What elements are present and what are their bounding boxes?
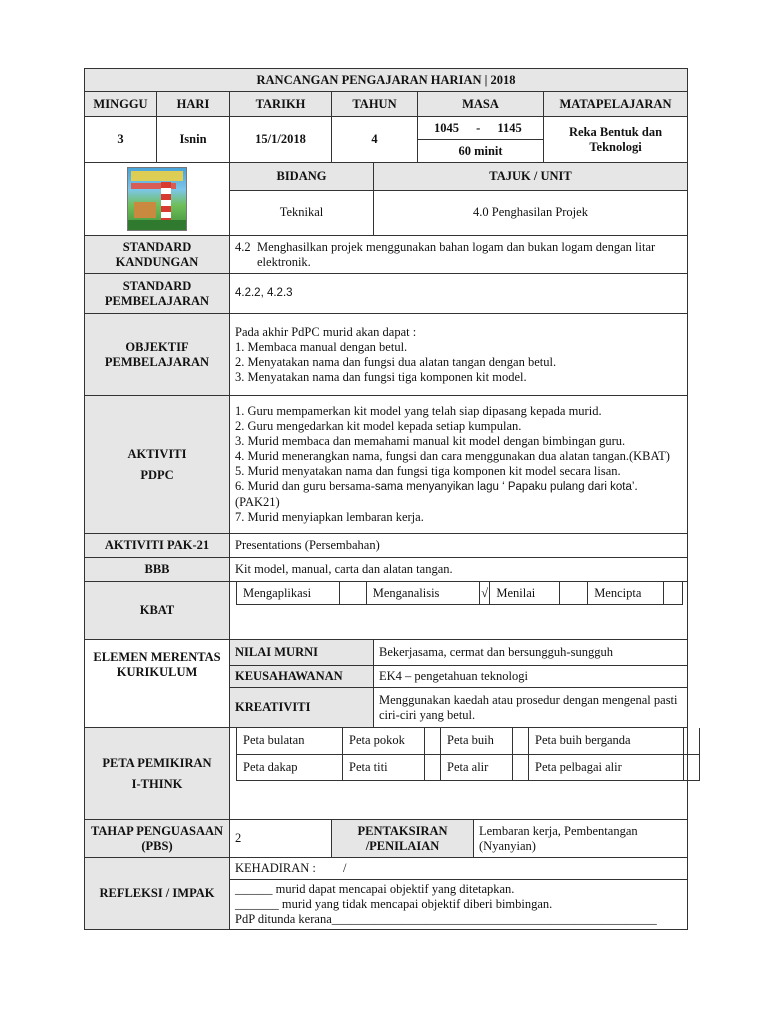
aktiviti-label bbox=[85, 396, 230, 534]
masa-start: 1045 bbox=[434, 120, 459, 135]
nilai-murni-label: NILAI MURNI bbox=[230, 640, 374, 666]
kehadiran-row bbox=[230, 858, 688, 880]
objektif-label: OBJEKTIF PEMBELAJARAN bbox=[85, 314, 230, 396]
objektif-line: 3. Menyatakan nama dan fungsi tiga komponen kit model. bbox=[235, 369, 527, 384]
kbat-options bbox=[236, 582, 683, 605]
ithink-peta-titi: Peta titi bbox=[343, 754, 425, 780]
tarikh-header: TARIKH bbox=[230, 92, 332, 117]
aktiviti-value bbox=[230, 396, 688, 534]
pak21-value: Presentations (Persembahan) bbox=[230, 534, 688, 558]
refleksi-line-2: _______ murid yang tidak mencapai objektif diberi bimbingan. bbox=[235, 897, 553, 911]
minggu-value: 3 bbox=[85, 117, 157, 163]
nilai-murni-value: Bekerjasama, cermat dan bersungguh-sungguh bbox=[374, 640, 688, 666]
kreativiti-label: KREATIVITI bbox=[230, 688, 374, 728]
lesson-plan-document bbox=[84, 68, 687, 930]
ithink-peta-bulatan: Peta bulatan bbox=[237, 728, 343, 754]
kbat-box bbox=[664, 582, 683, 605]
kreativiti-value: Menggunakan kaedah atau prosedur dengan mengenal pasti ciri-ciri yang betul. bbox=[374, 688, 688, 728]
ithink-box bbox=[425, 754, 441, 780]
kbat-mengaplikasi: Mengaplikasi bbox=[237, 582, 340, 605]
objektif-line: 2. Menyatakan nama dan fungsi dua alatan tangan dengan betul. bbox=[235, 354, 557, 369]
standard-kandungan-label: STANDARD KANDUNGAN bbox=[85, 236, 230, 274]
objektif-value bbox=[230, 314, 688, 396]
tahap-label: TAHAP PENGUASAAN (PBS) bbox=[85, 820, 230, 858]
kbat-box bbox=[340, 582, 367, 605]
tarikh-value: 15/1/2018 bbox=[230, 117, 332, 163]
aktiviti-line: 4. Murid menerangkan nama, fungsi dan cara menggunakan dua alatan tangan.(KBAT) bbox=[235, 449, 670, 464]
ithink-peta-alir: Peta alir bbox=[441, 754, 513, 780]
ithink-value bbox=[230, 728, 688, 820]
aktiviti-line6-a: 6. Murid dan guru bersama- bbox=[235, 479, 375, 494]
ithink-peta-buih-berganda: Peta buih berganda bbox=[529, 728, 684, 754]
objektif-line: 1. Membaca manual dengan betul. bbox=[235, 339, 408, 354]
masa-end: 1145 bbox=[497, 120, 522, 135]
ithink-peta-pelbagai-alir: Peta pelbagai alir bbox=[529, 754, 684, 780]
kehadiran-label: KEHADIRAN : bbox=[235, 861, 316, 875]
ithink-peta-dakap: Peta dakap bbox=[237, 754, 343, 780]
hari-value: Isnin bbox=[157, 117, 230, 163]
kbat-value bbox=[230, 582, 688, 640]
ithink-box bbox=[513, 728, 529, 754]
refleksi-value bbox=[230, 880, 688, 930]
aktiviti-line: 3. Murid membaca dan memahami manual kit model dengan bimbingan guru. bbox=[235, 434, 626, 449]
ithink-peta-buih: Peta buih bbox=[441, 728, 513, 754]
masa-separator: - bbox=[476, 120, 481, 135]
masa-duration: 60 minit bbox=[418, 140, 544, 163]
aktiviti-line: 2. Guru mengedarkan kit model kepada setiap kumpulan. bbox=[235, 419, 522, 434]
textbook-cover-cell bbox=[85, 163, 230, 236]
aktiviti-label-line1: AKTIVITI bbox=[127, 446, 187, 461]
matapelajaran-value: Reka Bentuk dan Teknologi bbox=[544, 117, 688, 163]
standard-pembelajaran-value: 4.2.2, 4.2.3 bbox=[230, 274, 688, 314]
tahun-value bbox=[332, 117, 418, 163]
ithink-peta-pokok: Peta pokok bbox=[343, 728, 425, 754]
bidang-value: Teknikal bbox=[230, 190, 374, 235]
pentaksiran-label: PENTAKSIRAN /PENILAIAN bbox=[332, 820, 474, 858]
aktiviti-line: 5. Murid menyatakan nama dan fungsi tiga komponen kit model secara lisan. bbox=[235, 464, 621, 479]
refleksi-line-1: ______ murid dapat mencapai objektif yang ditetapkan. bbox=[235, 882, 515, 896]
aktiviti-line: 1. Guru mempamerkan kit model yang telah siap dipasang kepada murid. bbox=[235, 404, 602, 419]
kbat-menganalisis: Menganalisis bbox=[366, 582, 479, 605]
ithink-box bbox=[684, 728, 700, 754]
ithink-maps bbox=[236, 728, 700, 781]
keusahawanan-value: EK4 – pengetahuan teknologi bbox=[374, 666, 688, 688]
pak21-label: AKTIVITI PAK-21 bbox=[85, 534, 230, 558]
ithink-label bbox=[85, 728, 230, 820]
lesson-plan-table bbox=[84, 68, 688, 930]
standard-kandungan-text: Menghasilkan projek menggunakan bahan logam dan bukan logam dengan litar elektronik. bbox=[257, 239, 656, 269]
aktiviti-line6-c: .(PAK21) bbox=[235, 479, 638, 509]
document-title: RANCANGAN PENGAJARAN HARIAN | 2018 bbox=[85, 69, 688, 92]
objektif-line: Pada akhir PdPC murid akan dapat : bbox=[235, 324, 417, 339]
kehadiran-separator: / bbox=[343, 861, 347, 875]
bidang-header: BIDANG bbox=[230, 163, 374, 191]
standard-kandungan-number: 4.2 bbox=[235, 239, 251, 254]
standard-kandungan-value bbox=[230, 236, 688, 274]
minggu-header: MINGGU bbox=[85, 92, 157, 117]
tajuk-header: TAJUK / UNIT bbox=[374, 163, 688, 191]
textbook-cover-image bbox=[127, 167, 187, 231]
tahap-value: 2 bbox=[230, 820, 332, 858]
kbat-box bbox=[560, 582, 588, 605]
refleksi-label: REFLEKSI / IMPAK bbox=[85, 858, 230, 930]
kbat-mencipta: Mencipta bbox=[588, 582, 664, 605]
aktiviti-line-6 bbox=[235, 479, 682, 510]
masa-header: MASA bbox=[418, 92, 544, 117]
ithink-box bbox=[684, 754, 700, 780]
kbat-check-box bbox=[480, 582, 490, 605]
ithink-label-line2: I-THINK bbox=[131, 776, 183, 791]
matapelajaran-header: MATAPELAJARAN bbox=[544, 92, 688, 117]
kbat-label: KBAT bbox=[85, 582, 230, 640]
bbb-label: BBB bbox=[85, 558, 230, 582]
check-mark-icon: √ bbox=[481, 585, 489, 600]
aktiviti-label-line2: PDPC bbox=[140, 467, 174, 482]
tahun-header: TAHUN bbox=[332, 92, 418, 117]
tahun-text: 4 bbox=[371, 132, 378, 146]
ithink-box bbox=[425, 728, 441, 754]
elemen-label: ELEMEN MERENTAS KURIKULUM bbox=[85, 640, 230, 728]
tajuk-value: 4.0 Penghasilan Projek bbox=[374, 190, 688, 235]
ithink-label-line1: PETA PEMIKIRAN bbox=[102, 755, 212, 770]
hari-header: HARI bbox=[157, 92, 230, 117]
ithink-box bbox=[513, 754, 529, 780]
kbat-menilai: Menilai bbox=[490, 582, 560, 605]
bbb-value: Kit model, manual, carta dan alatan tangan. bbox=[230, 558, 688, 582]
masa-time bbox=[418, 117, 544, 140]
pentaksiran-value: Lembaran kerja, Pembentangan (Nyanyian) bbox=[474, 820, 688, 858]
keusahawanan-label: KEUSAHAWANAN bbox=[230, 666, 374, 688]
standard-pembelajaran-label: STANDARD PEMBELAJARAN bbox=[85, 274, 230, 314]
aktiviti-line6-b: sama menyanyikan lagu ‘ Papaku pulang dari kota’ bbox=[374, 481, 635, 494]
aktiviti-line-7: 7. Murid menyiapkan lembaran kerja. bbox=[235, 509, 424, 524]
refleksi-line-3: PdP ditunda kerana____________________________________________________ bbox=[235, 912, 657, 926]
